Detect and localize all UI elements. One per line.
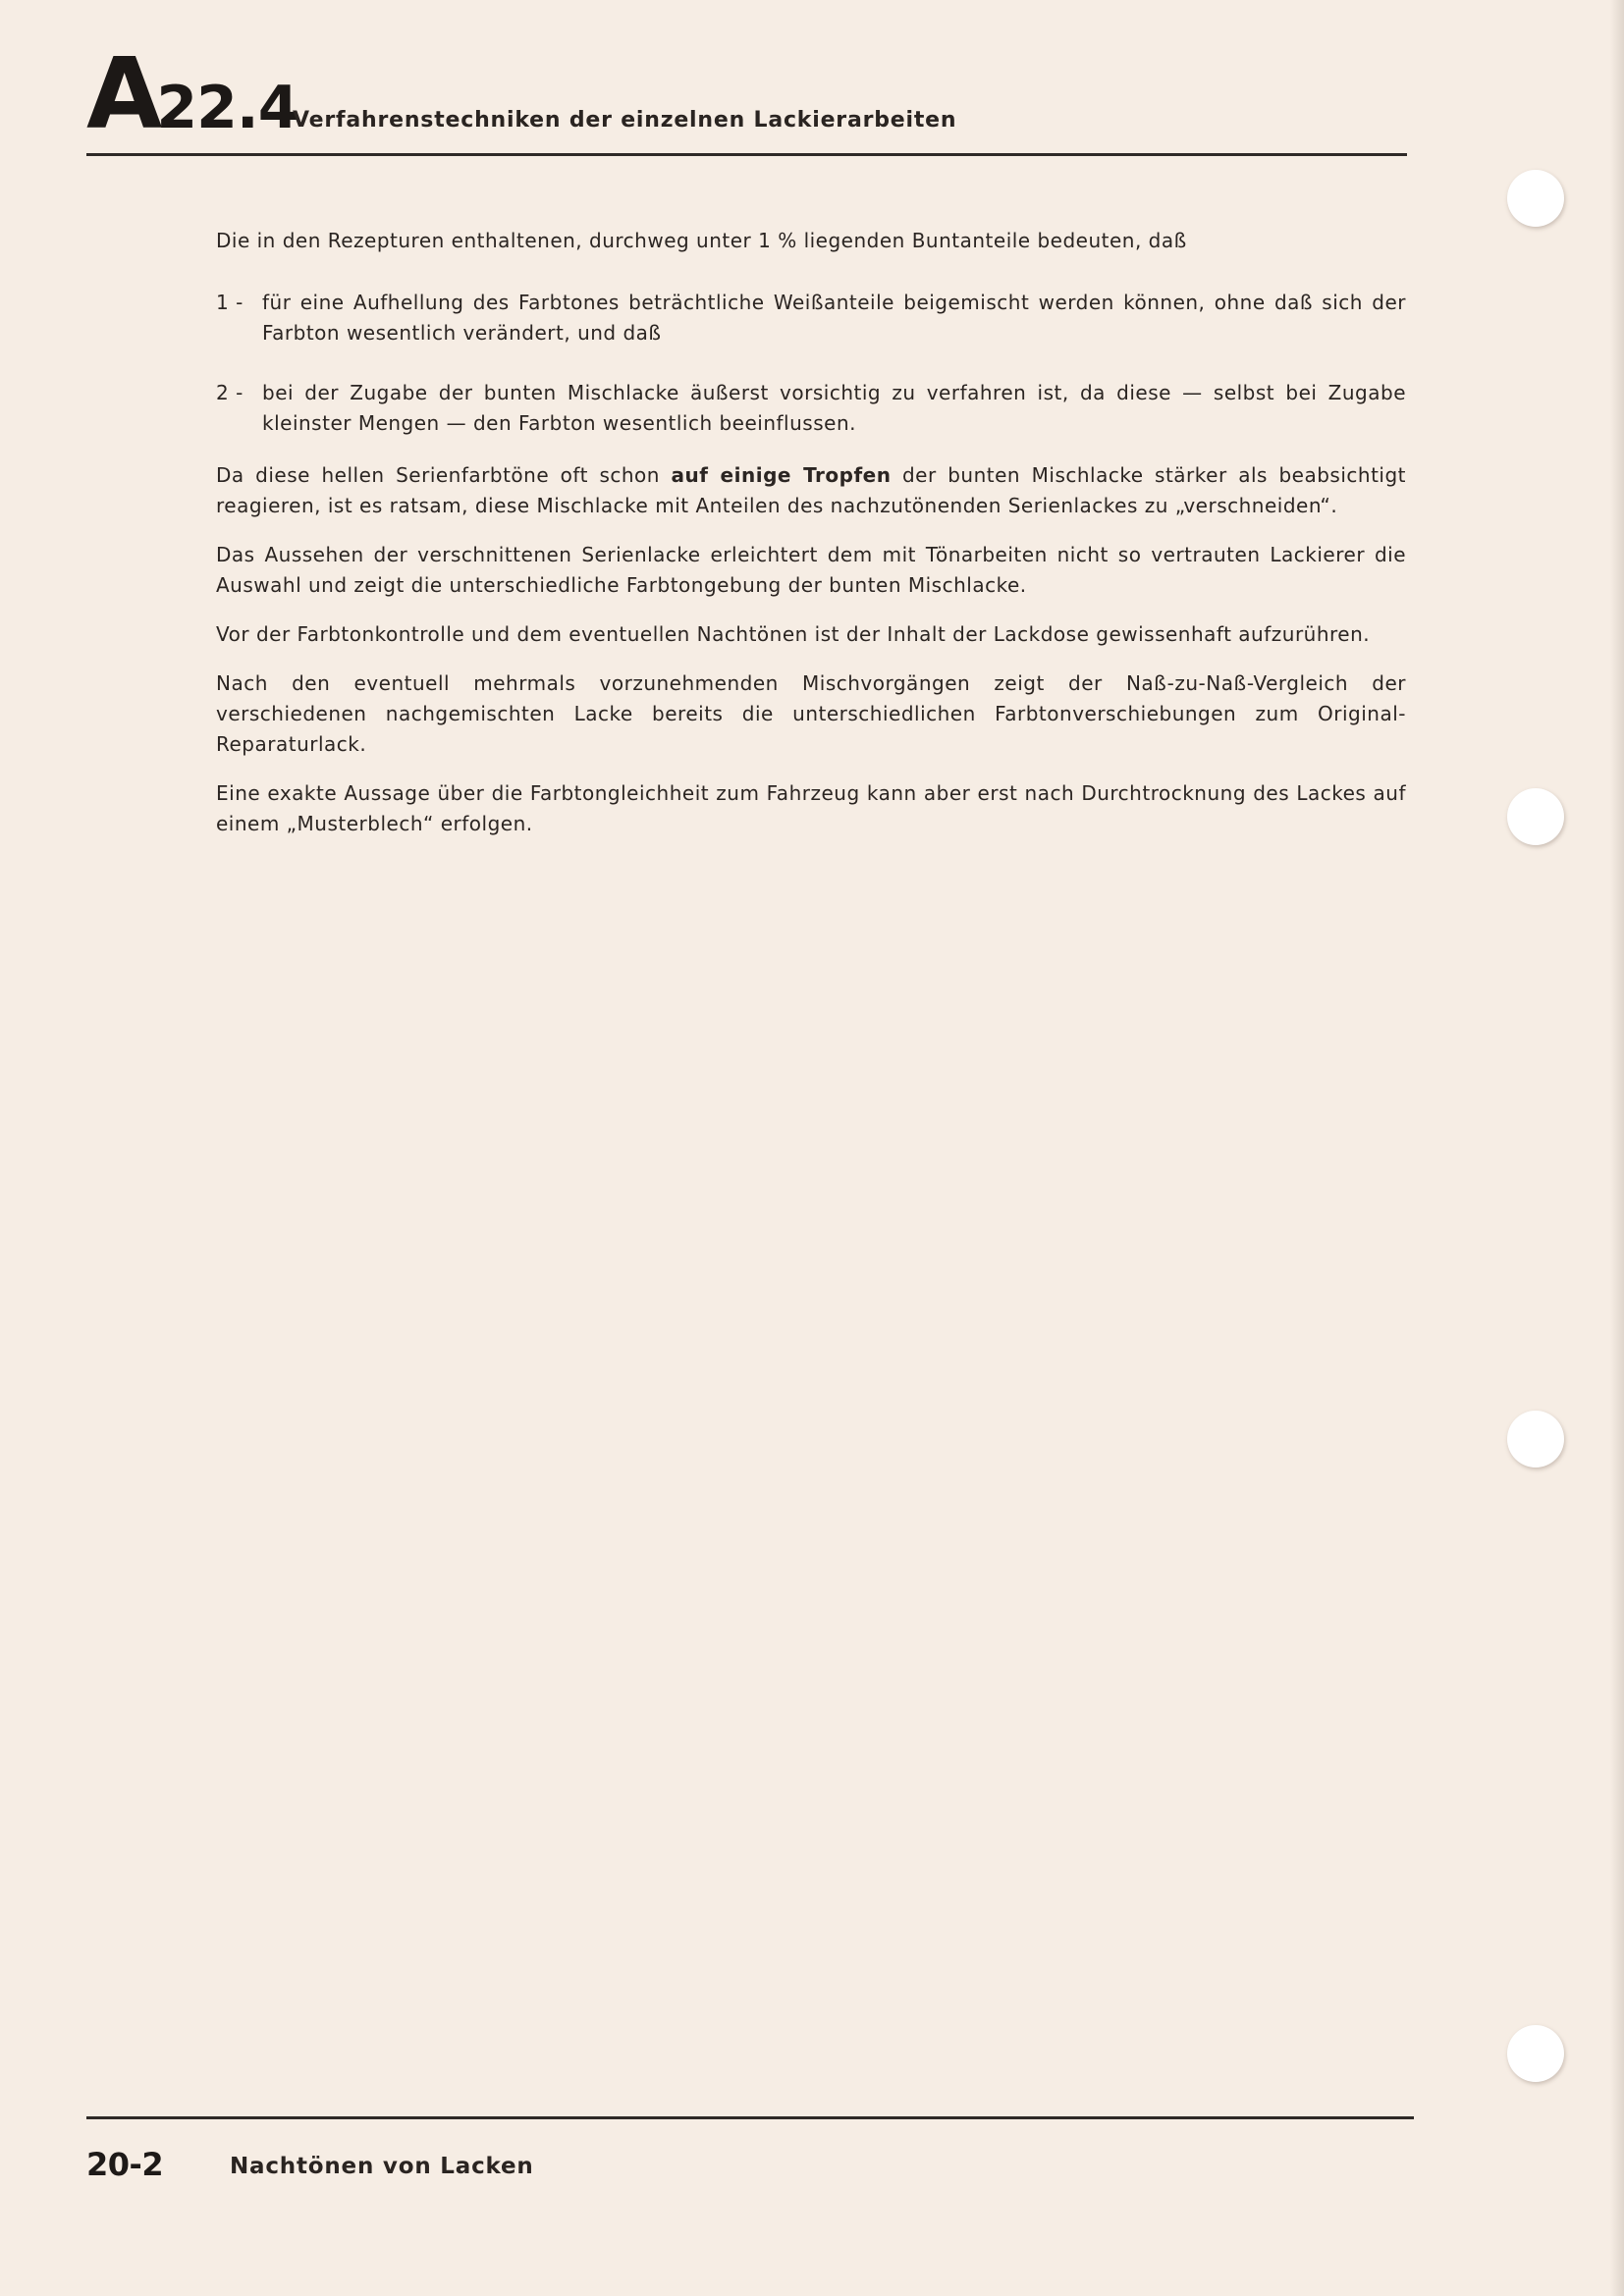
page-edge-shadow — [1610, 0, 1624, 2296]
tropfen-text-start: Da diese hellen Serienfarbtöne oft schon — [216, 463, 672, 487]
punch-hole — [1507, 170, 1564, 227]
section-title: Verfahrenstechniken der einzelnen Lackierarbeiten — [293, 108, 957, 133]
footer-title: Nachtönen von Lacken — [230, 2154, 534, 2179]
kontrolle-paragraph: Vor der Farbtonkontrolle und dem eventuellen Nachtönen ist der Inhalt der Lackdose gewissenhaft aufzurühren. — [216, 622, 1371, 646]
intro-paragraph: Die in den Rezepturen enthaltenen, durchweg unter 1 % liegenden Buntanteile bedeuten, daß — [216, 229, 1187, 252]
list-item-marker: 2 - — [216, 381, 244, 404]
footer-rule — [86, 2116, 1414, 2119]
section-code — [86, 36, 298, 151]
tropfen-text-end: der bunten Mischlacke stärker als beabsichtigt reagieren, ist es ratsam, diese Mischlacke mit Anteilen des nachzutönenden Serienlackes zu „verschneiden“. — [216, 463, 1406, 517]
mischvorgang-paragraph: Nach den eventuell mehrmals vorzunehmenden Mischvorgängen zeigt der Naß-zu-Naß-Vergleich der verschiedenen nachgemischten Lacke bereits die unterschiedlichen Farbtonverschiebungen zum Original-Reparaturlack. — [216, 671, 1406, 756]
aussage-paragraph: Eine exakte Aussage über die Farbtongleichheit zum Fahrzeug kann aber erst nach Durchtrocknung des Lackes auf einem „Musterblech“ erfolgen. — [216, 781, 1406, 835]
list-item-text: für eine Aufhellung des Farbtones beträchtliche Weißanteile beigemischt werden können, ohne daß sich der Farbton wesentlich verändert, und daß — [262, 291, 1406, 345]
section-code-letter: A — [86, 36, 157, 151]
section-code-number: 22.4 — [156, 74, 298, 142]
punch-hole — [1507, 1411, 1564, 1468]
tropfen-paragraph — [216, 460, 1406, 521]
list-item — [216, 378, 1406, 439]
page-body — [216, 226, 1406, 858]
tropfen-emphasis: auf einige Tropfen — [671, 463, 892, 487]
punch-hole — [1507, 2025, 1564, 2082]
list-item-text: bei der Zugabe der bunten Mischlacke äußerst vorsichtig zu verfahren ist, da diese — selbst bei Zugabe kleinster Mengen — den Farbton wesentlich beeinflussen. — [262, 381, 1406, 435]
list-item — [216, 288, 1406, 348]
header-rule — [86, 153, 1407, 156]
aussehen-paragraph: Das Aussehen der verschnittenen Serienlacke erleichtert dem mit Tönarbeiten nicht so vertrauten Lackierer die Auswahl und zeigt die unterschiedliche Farbtongebung der bunten Mischlacke. — [216, 543, 1406, 597]
page-number: 20-2 — [86, 2146, 164, 2183]
list-item-marker: 1 - — [216, 291, 244, 314]
punch-hole — [1507, 788, 1564, 845]
